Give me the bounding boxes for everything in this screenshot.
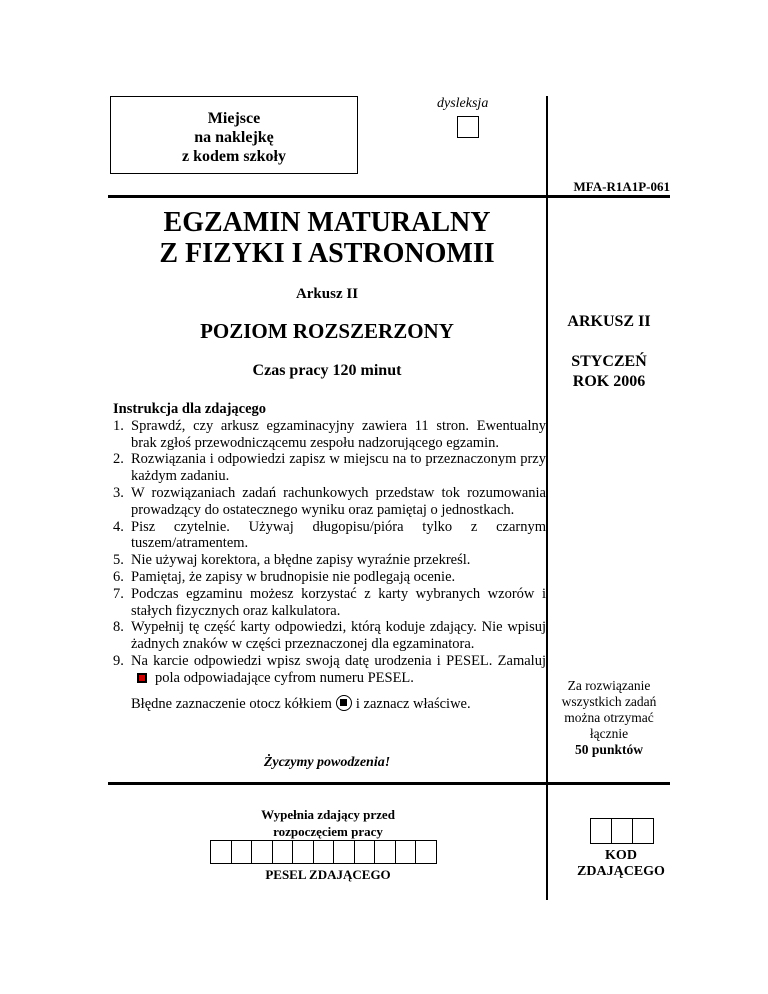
- title-line-1: EGZAMIN MATURALNY: [163, 207, 491, 238]
- list-item: [113, 586, 546, 620]
- exam-code: MFA-R1A1P-061: [573, 179, 670, 194]
- filled-square-icon: [137, 673, 147, 683]
- sticker-line: na naklejkę: [194, 129, 274, 146]
- list-item: [113, 519, 546, 553]
- item-number: 6.: [113, 568, 124, 585]
- good-luck-text: Życzymy powodzenia!: [263, 755, 391, 770]
- list-item: [113, 418, 546, 452]
- list-item: [113, 552, 546, 569]
- vertical-divider: [546, 96, 548, 900]
- pesel-digit-cell[interactable]: [251, 840, 273, 864]
- list-item: [113, 653, 546, 687]
- list-item: [113, 485, 546, 519]
- pesel-digit-cell[interactable]: [210, 840, 232, 864]
- sticker-label: [110, 109, 358, 166]
- points-line: Za rozwiązanie: [567, 678, 651, 693]
- dysleksja-checkbox[interactable]: [457, 116, 479, 138]
- pesel-digit-cell[interactable]: [333, 840, 355, 864]
- pesel-digit-cell[interactable]: [272, 840, 294, 864]
- pesel-digit-cell[interactable]: [292, 840, 314, 864]
- top-divider: [108, 195, 670, 198]
- time-label: Czas pracy 120 minut: [252, 362, 402, 379]
- kod-digit-cell[interactable]: [611, 818, 633, 844]
- item-text: Pisz czytelnie. Używaj długopisu/pióra tylko z czarnym tuszem/atramentem.: [131, 518, 546, 552]
- kod-digit-cell[interactable]: [590, 818, 612, 844]
- item-text: Na karcie odpowiedzi wpisz swoją datę urodzenia i PESEL. Zamaluj: [131, 652, 546, 669]
- right-sheet-label: ARKUSZ II: [567, 313, 651, 330]
- list-item: [113, 451, 546, 485]
- exam-year: ROK 2006: [572, 373, 646, 390]
- item-text: Pamiętaj, że zapisy w brudnopisie nie podlegają ocenie.: [131, 568, 456, 585]
- dysleksja-label: dysleksja: [437, 96, 489, 111]
- item-text: W rozwiązaniach zadań rachunkowych przedstaw tok rozumowania prowadzący do ostatecznego wyniku oraz pamiętaj o jednostkach.: [131, 484, 546, 518]
- kod-line: KOD: [605, 848, 637, 863]
- sheet-label: Arkusz II: [295, 286, 359, 302]
- kod-label: [548, 848, 694, 880]
- item-number: 3.: [113, 484, 124, 501]
- item-text: Sprawdź, czy arkusz egzaminacyjny zawiera 11 stron. Ewentualny brak zgłoś przewodniczącemu zespołu nadzorującego egzamin.: [131, 417, 546, 451]
- bottom-divider: [108, 782, 670, 785]
- pesel-digit-cell[interactable]: [313, 840, 335, 864]
- correction-line: [113, 695, 546, 713]
- instructions-heading: Instrukcja dla zdającego: [113, 401, 267, 417]
- item-number: 7.: [113, 585, 124, 602]
- sticker-line: Miejsce: [207, 110, 261, 127]
- exam-date: [548, 352, 670, 392]
- circled-square-icon: [336, 695, 352, 711]
- pesel-digit-cell[interactable]: [231, 840, 253, 864]
- item-text: Rozwiązania i odpowiedzi zapisz w miejscu na to przeznaczonym przy każdym zadaniu.: [131, 451, 546, 485]
- item-text: Podczas egzaminu możesz korzystać z karty wybranych wzorów i stałych fizycznych oraz kalkulatora.: [131, 585, 546, 619]
- item-number: 1.: [113, 417, 124, 434]
- item-text: Wypełnij tę część karty odpowiedzi, którą koduje zdający. Nie wpisuj żadnych znaków w części przeznaczonej dla egzaminatora.: [131, 619, 546, 653]
- sticker-line: z kodem szkoły: [182, 148, 286, 165]
- list-item: [113, 619, 546, 653]
- points-info: [548, 678, 670, 758]
- instructions: [113, 401, 546, 712]
- pesel-grid: [210, 840, 437, 864]
- correction-text: i zaznacz właściwe.: [355, 695, 471, 712]
- points-total: 50 punktów: [575, 742, 643, 757]
- points-line: wszystkich zadań: [561, 694, 657, 709]
- exam-month: STYCZEŃ: [571, 353, 647, 370]
- pesel-digit-cell[interactable]: [374, 840, 396, 864]
- item-number: 4.: [113, 518, 124, 535]
- item-text: Nie używaj korektora, a błędne zapisy wyraźnie przekreśl.: [131, 552, 471, 569]
- list-item: [113, 569, 546, 586]
- item-number: 9.: [113, 652, 124, 669]
- points-line: łącznie: [589, 726, 629, 741]
- fill-line: rozpoczęciem pracy: [273, 824, 383, 839]
- item-number: 8.: [113, 619, 124, 636]
- fill-instruction: [210, 806, 446, 840]
- fill-line: Wypełnia zdający przed: [261, 807, 395, 822]
- level-label: POZIOM ROZSZERZONY: [200, 319, 454, 343]
- kod-digit-cell[interactable]: [632, 818, 654, 844]
- kod-line: ZDAJĄCEGO: [577, 864, 665, 879]
- item-number: 5.: [113, 552, 124, 569]
- kod-grid: [590, 818, 654, 844]
- exam-title: [108, 207, 546, 269]
- instructions-list: [113, 418, 546, 687]
- points-line: można otrzymać: [564, 710, 654, 725]
- correction-text: Błędne zaznaczenie otocz kółkiem: [131, 695, 332, 712]
- item-number: 2.: [113, 451, 124, 468]
- pesel-digit-cell[interactable]: [395, 840, 417, 864]
- title-line-2: Z FIZYKI I ASTRONOMII: [159, 238, 495, 269]
- item-text: pola odpowiadające cyfrom numeru PESEL.: [155, 669, 414, 686]
- pesel-digit-cell[interactable]: [354, 840, 376, 864]
- pesel-label: PESEL ZDAJĄCEGO: [265, 867, 391, 882]
- pesel-digit-cell[interactable]: [415, 840, 437, 864]
